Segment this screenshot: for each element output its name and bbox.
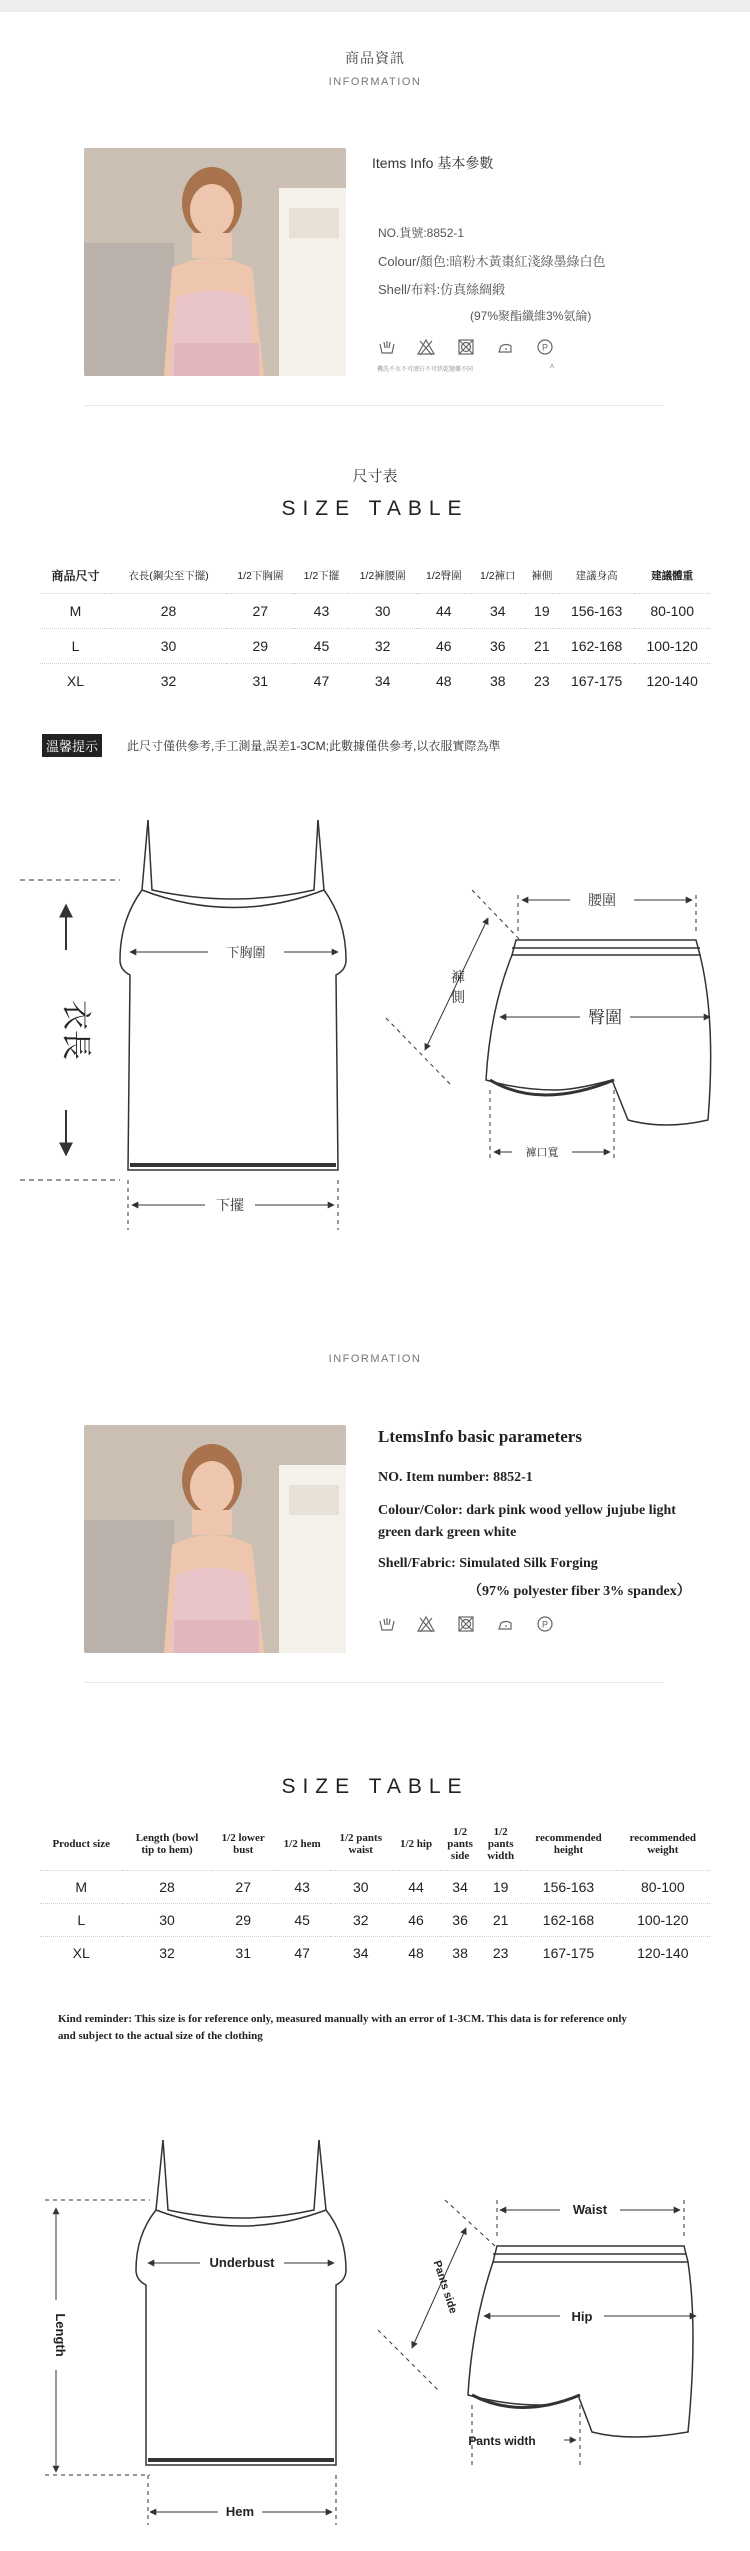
size-table-header: 1/2 lower bust [221,1831,265,1856]
size-table-header: Product size [52,1837,110,1850]
care-note: 機洗不水不可漂白不可烘乾醫藥不同 [377,367,474,373]
table-cell: 29 [212,1903,275,1936]
table-cell: 80-100 [634,593,710,628]
table-cell: 27 [212,1870,275,1903]
product-photo-2 [84,1425,346,1653]
size-table-header-row [40,1818,710,1870]
reminder-text-2b: and subject to the actual size of the clothing [58,2030,263,2042]
table-cell: 30 [122,1903,211,1936]
table-cell: 31 [212,1936,275,1969]
side-label-2: 側 [451,989,465,1005]
table-cell: 48 [392,1936,440,1969]
table-cell: 34 [348,663,416,698]
table-cell: 34 [440,1870,480,1903]
dry-clean-p-icon [536,1615,554,1633]
table-row [40,1870,710,1903]
table-cell: 34 [471,593,525,628]
measurement-diagram-en [0,2120,750,2551]
table-cell: 19 [480,1870,521,1903]
size-table-header: 1/2 pants side [447,1825,473,1862]
pants-side-label: Pants side [430,2259,460,2316]
waist-label: 腰圍 [588,892,616,908]
table-cell: 28 [111,593,226,628]
table-cell: 38 [471,663,525,698]
size-table-header: 1/2褲腰圍 [359,569,406,582]
table-cell: 46 [392,1903,440,1936]
pants-width-label: 褲口寬 [525,1147,559,1159]
size-table-header: 褲側 [531,569,553,582]
side-label-1: 褲 [451,969,465,985]
pants-width-label-2: Pants width [468,2434,536,2448]
no-bleach-icon [417,338,435,356]
table-cell: 32 [111,663,226,698]
items-info-title: Items Info 基本參數 [372,155,494,171]
table-cell: 120-140 [616,1936,710,1969]
table-cell: 30 [111,628,226,663]
table-cell: 47 [275,1936,330,1969]
hip-label-2: Hip [571,2309,593,2324]
size-table-header: 建議體重 [651,569,694,582]
shell-text-2: Shell/Fabric: Simulated Silk Forging [378,1556,598,1571]
table-cell: M [40,1870,122,1903]
top-bar [0,0,750,12]
table-cell: XL [40,663,111,698]
size-title-en-2: SIZE TABLE [281,1775,469,1798]
size-table-header: 建議身高 [575,569,618,582]
svg-text:P: P [541,1619,548,1630]
product-photo [84,148,346,376]
colour-text: Colour/顏色:暗粉木黃棗紅淺綠墨綠白色 [378,254,606,269]
iron-low-icon [496,1615,514,1633]
table-cell: L [40,628,111,663]
info-title-zh: 商品資訊 [345,50,405,66]
hip-label: 臀圍 [588,1008,622,1027]
table-cell: 156-163 [559,593,635,628]
table-cell: 43 [275,1870,330,1903]
table-cell: 32 [330,1903,392,1936]
size-table-header: 1/2臀圍 [425,569,462,582]
table-row [40,663,710,698]
table-cell: 80-100 [616,1870,710,1903]
table-cell: M [40,593,111,628]
reminder-text: 此尺寸僅供參考,手工測量,誤差1-3CM;此數據僅供參考,以衣服實際為準 [127,739,501,753]
care-icons [378,338,571,361]
item-number: NO.貨號:8852-1 [378,226,465,240]
table-cell: 44 [417,593,471,628]
table-row [40,1903,710,1936]
no-tumble-dry-icon [457,338,475,356]
reminder-text-2a: Kind reminder: This size is for reference only, measured manually with an error of 1-3CM. This data is for reference only [58,2013,627,2025]
table-cell: 29 [226,628,294,663]
table-cell: 162-168 [559,628,635,663]
table-row [40,628,710,663]
size-table-en [40,1818,710,1969]
info-title-en: INFORMATION [328,76,422,88]
table-cell: 34 [330,1936,392,1969]
measurement-diagram-zh [0,790,750,1250]
size-table-header: 衣長(鋼尖至下擺) [128,569,209,582]
table-cell: 48 [417,663,471,698]
table-row [40,1936,710,1969]
table-cell: 32 [122,1936,211,1969]
table-cell: 30 [330,1870,392,1903]
colour-text-2b: green dark green white [378,1525,517,1540]
no-tumble-dry-icon [457,1615,475,1633]
table-cell: 36 [471,628,525,663]
table-row [40,593,710,628]
table-cell: 156-163 [521,1870,615,1903]
table-cell: 28 [122,1870,211,1903]
table-cell: 31 [226,663,294,698]
table-cell: L [40,1903,122,1936]
hand-wash-icon [378,1615,396,1633]
table-cell: 47 [294,663,348,698]
length-label-2: Length [53,2313,68,2357]
table-cell: 36 [440,1903,480,1936]
table-cell: 167-175 [559,663,635,698]
size-table-header: Length (bowl tip to hem) [135,1831,199,1856]
table-cell: 23 [480,1936,521,1969]
table-cell: 44 [392,1870,440,1903]
reminder-label: 溫馨提示 [42,734,102,757]
table-cell: 100-120 [616,1903,710,1936]
table-cell: 23 [525,663,559,698]
hem-label: 下擺 [216,1197,244,1213]
iron-low-icon [496,338,514,356]
care-icons-2 [378,1615,571,1638]
table-cell: 38 [440,1936,480,1969]
table-cell: 45 [294,628,348,663]
size-table-header: 1/2褲口 [479,569,516,582]
underbust-label-2: Underbust [209,2255,275,2270]
hem-label-2: Hem [225,2504,255,2519]
shell-text: Shell/布料:仿真絲綢緞 [378,282,506,297]
table-cell: 100-120 [634,628,710,663]
hand-wash-icon [378,338,396,356]
dry-clean-p-icon [536,338,554,356]
items-info-title-2: LtemsInfo basic parameters [378,1427,582,1446]
svg-text:P: P [541,342,548,353]
table-cell: 167-175 [521,1936,615,1969]
table-cell: 21 [480,1903,521,1936]
size-table-header: 1/2 hem [283,1837,321,1850]
no-bleach-icon [417,1615,435,1633]
size-table-header: recommended height [535,1831,602,1856]
divider [84,405,664,406]
colour-text-2a: Colour/Color: dark pink wood yellow jujube light [378,1503,676,1518]
table-cell: 21 [525,628,559,663]
camisole-drawing [120,820,346,1170]
size-title-en: SIZE TABLE [281,497,469,520]
table-cell: 162-168 [521,1903,615,1936]
shorts-drawing [486,940,711,1125]
table-cell: 32 [348,628,416,663]
underbust-label: 下胸圍 [226,945,266,960]
size-table-header: 1/2下擺 [303,569,340,582]
table-cell: 45 [275,1903,330,1936]
size-table-header: 商品尺寸 [51,568,100,583]
size-table-header: 1/2下胸圍 [237,569,284,582]
table-cell: 27 [226,593,294,628]
info-title-en-2: INFORMATION [328,1353,422,1365]
size-table-header: recommended weight [629,1831,697,1856]
table-cell: 120-140 [634,663,710,698]
divider-2 [84,1682,664,1683]
size-title-zh: 尺寸表 [352,468,398,485]
length-label: 衣長 [59,1000,92,1060]
size-table-header: 1/2 pants waist [339,1831,382,1856]
table-cell: 19 [525,593,559,628]
table-cell: 30 [348,593,416,628]
table-cell: XL [40,1936,122,1969]
camisole-drawing [136,2140,346,2465]
item-number-2: NO. Item number: 8852-1 [378,1470,533,1485]
composition-text-2: （97% polyester fiber 3% spandex） [468,1584,691,1599]
table-cell: 43 [294,593,348,628]
table-cell: 46 [417,628,471,663]
size-table-zh [40,558,710,698]
composition-text: (97%聚酯纖維3%氨綸) [470,309,592,323]
waist-label-2: Waist [572,2202,608,2217]
size-table-header: 1/2 pants width [487,1825,515,1862]
size-table-header: 1/2 hip [399,1837,433,1850]
